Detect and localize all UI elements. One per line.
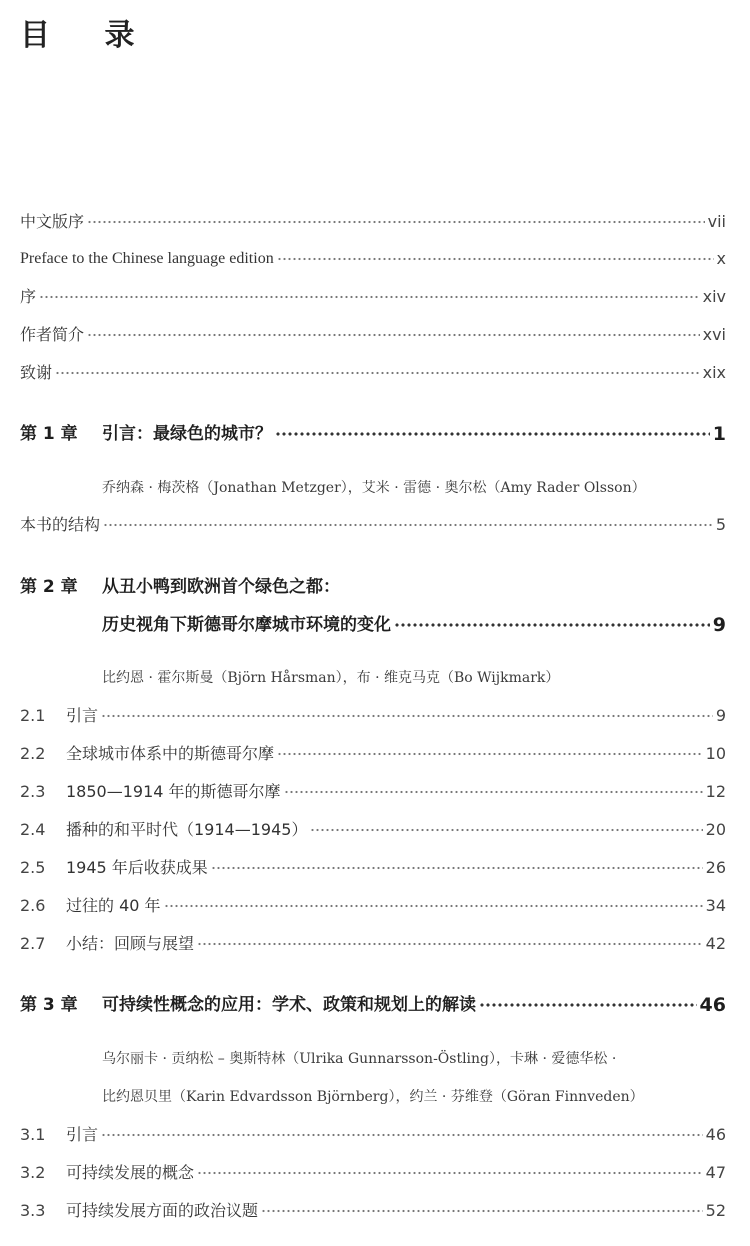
section-title: 1945 年后收获成果	[66, 858, 208, 877]
toc-entry-title: Preface to the Chinese language edition	[20, 250, 274, 267]
toc-entry-title: 致谢	[20, 363, 53, 382]
chapter-page: 46	[699, 994, 726, 1016]
toc-entry-foreword[interactable]	[20, 284, 726, 310]
toc-chapter-2-line2[interactable]	[20, 612, 726, 638]
chapter-authors-line1: 乌尔丽卡 · 贡纳松 – 奥斯特林（Ulrika Gunnarsson-Östling），卡琳 · 爱德华松 ·	[102, 1051, 617, 1067]
section-number: 2.4	[20, 820, 46, 839]
page-title: 目 录	[20, 18, 157, 53]
section-page: 34	[705, 896, 726, 915]
section-number: 2.5	[20, 858, 46, 877]
section-page: 47	[705, 1163, 726, 1182]
dot-leader	[55, 360, 700, 386]
toc-section-2-7[interactable]	[20, 931, 726, 957]
toc-entry-title: 本书的结构	[20, 515, 101, 534]
section-title: 小结：回顾与展望	[66, 934, 195, 953]
dot-leader	[39, 284, 700, 310]
toc-section-3-2[interactable]	[20, 1160, 726, 1186]
section-page: 12	[705, 782, 726, 801]
dot-leader	[87, 322, 700, 348]
chapter-authors-line2: 比约恩贝里（Karin Edvardsson Björnberg），约兰 · 芬维登（Göran Finnveden）	[102, 1089, 644, 1105]
toc-chapter-1[interactable]	[20, 421, 726, 447]
toc-section-2-3[interactable]	[20, 779, 726, 805]
section-page: 26	[705, 858, 726, 877]
section-title: 引言	[66, 706, 99, 725]
toc-section-3-1[interactable]	[20, 1122, 726, 1148]
section-number: 2.2	[20, 744, 46, 763]
chapter-label: 第 2 章	[20, 577, 78, 597]
dot-leader	[261, 1198, 703, 1224]
chapter-label: 第 3 章	[20, 995, 78, 1015]
section-title: 可持续发展方面的政治议题	[66, 1201, 259, 1220]
section-title: 可持续发展的概念	[66, 1163, 195, 1182]
toc-entry-page: xiv	[702, 287, 726, 306]
dot-leader	[277, 246, 714, 272]
dot-leader	[101, 1122, 703, 1148]
dot-leader	[101, 703, 713, 729]
section-page: 10	[705, 744, 726, 763]
chapter-title-line2: 历史视角下斯德哥尔摩城市环境的变化	[102, 615, 391, 635]
section-page: 42	[705, 934, 726, 953]
toc-entry-page: x	[716, 249, 726, 268]
chapter-page: 1	[712, 423, 726, 445]
toc-chapter-3[interactable]	[20, 992, 726, 1018]
toc-entry-english-preface[interactable]	[20, 246, 726, 272]
toc-section-2-4[interactable]	[20, 817, 726, 843]
section-title: 全球城市体系中的斯德哥尔摩	[66, 744, 275, 763]
dot-leader	[211, 855, 703, 881]
section-number: 3.2	[20, 1163, 46, 1182]
section-page: 52	[705, 1201, 726, 1220]
dot-leader	[284, 779, 703, 805]
toc-entry-book-structure[interactable]	[20, 512, 726, 538]
section-title: 1850—1914 年的斯德哥尔摩	[66, 782, 281, 801]
toc-entry-title: 作者简介	[20, 325, 85, 344]
dot-leader	[275, 421, 710, 447]
toc-entry-page: xvi	[702, 325, 726, 344]
section-title: 播种的和平时代（1914—1945）	[66, 820, 308, 839]
section-number: 3.1	[20, 1125, 46, 1144]
toc-chapter-2-line1[interactable]	[20, 574, 726, 600]
section-page: 46	[705, 1125, 726, 1144]
toc-entry-title: 中文版序	[20, 212, 85, 231]
dot-leader	[310, 817, 702, 843]
toc-entry-acknowledgements[interactable]	[20, 360, 726, 386]
section-number: 2.7	[20, 934, 46, 953]
section-page: 20	[705, 820, 726, 839]
dot-leader	[197, 931, 703, 957]
dot-leader	[394, 612, 710, 638]
section-number: 2.1	[20, 706, 46, 725]
dot-leader	[164, 893, 703, 919]
toc-entry-page: 5	[715, 515, 726, 534]
toc-entry-chinese-preface[interactable]	[20, 209, 726, 235]
chapter-authors: 比约恩 · 霍尔斯曼（Björn Hårsman），布 · 维克马克（Bo Wijkmark）	[102, 670, 560, 686]
toc-section-2-5[interactable]	[20, 855, 726, 881]
section-title: 过往的 40 年	[66, 896, 161, 915]
dot-leader	[103, 512, 713, 538]
chapter-title-line1: 从丑小鸭到欧洲首个绿色之都：	[102, 577, 340, 597]
dot-leader	[277, 741, 703, 767]
toc-entry-about-authors[interactable]	[20, 322, 726, 348]
toc-section-2-6[interactable]	[20, 893, 726, 919]
toc-entry-page: xix	[702, 363, 726, 382]
chapter-page: 9	[712, 614, 726, 636]
dot-leader	[197, 1160, 703, 1186]
section-title: 引言	[66, 1125, 99, 1144]
chapter-title: 引言：最绿色的城市？	[102, 424, 272, 444]
toc-section-2-2[interactable]	[20, 741, 726, 767]
toc-section-3-3[interactable]	[20, 1198, 726, 1224]
chapter-label: 第 1 章	[20, 424, 78, 444]
section-number: 2.6	[20, 896, 46, 915]
section-number: 3.3	[20, 1201, 46, 1220]
section-number: 2.3	[20, 782, 46, 801]
dot-leader	[479, 992, 697, 1018]
section-page: 9	[715, 706, 726, 725]
toc-section-2-1[interactable]	[20, 703, 726, 729]
dot-leader	[87, 209, 705, 235]
toc-entry-title: 序	[20, 287, 37, 306]
toc-entry-page: vii	[707, 212, 726, 231]
chapter-title: 可持续性概念的应用：学术、政策和规划上的解读	[102, 995, 476, 1015]
chapter-authors: 乔纳森 · 梅茨格（Jonathan Metzger），艾米 · 雷德 · 奥尔松（Amy Rader Olsson）	[102, 480, 646, 496]
